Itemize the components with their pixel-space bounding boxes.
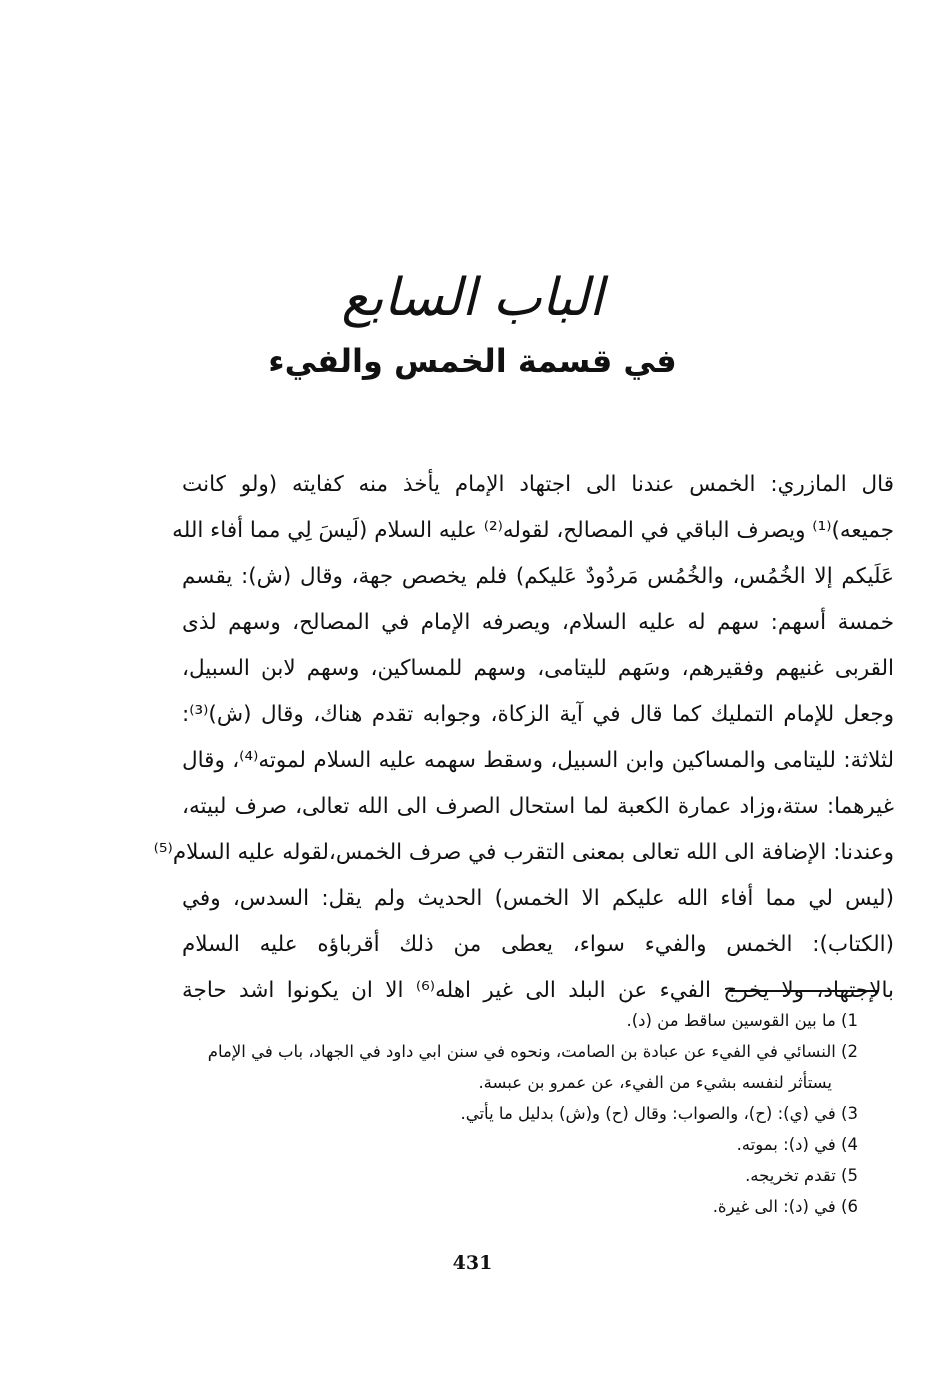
text-line: بالإجتهاد، ولا يخرج الفيء عن البلد الى غير اهله⁽⁶⁾ الا ان يكونوا اشد حاجة [182, 978, 894, 1003]
text-line: القربى غنيهم وفقيرهم، وسَهم لليتامى، وسهم للمساكين، وسهم لابن السبيل، [182, 656, 894, 681]
footnote-item: 4) في (د): بموته. [736, 1135, 858, 1154]
footnote-divider [728, 990, 878, 992]
text-line: (الكتاب): الخمس والفيء سواء، يعطى من ذلك أقرباؤه عليه السلام [182, 932, 894, 957]
page-number: 431 [452, 1252, 493, 1274]
footnote-item: 2) النسائي في الفيء عن عبادة بن الصامت، ونحوه في سنن ابي داود في الجهاد، باب في الإمام [207, 1042, 858, 1061]
text-line: قال المازري: الخمس عندنا الى اجتهاد الإمام يأخذ منه كفايته (ولو كانت [182, 472, 894, 497]
text-line: (ليس لي مما أفاء الله عليكم الا الخمس) الحديث ولم يقل: السدس، وفي [182, 886, 894, 911]
text-line: خمسة أسهم: سهم له عليه السلام، ويصرفه الإمام في المصالح، وسهم لذى [182, 610, 894, 635]
text-line: غيرهما: ستة،وزاد عمارة الكعبة لما استحال الصرف الى الله تعالى، صرف لبيته، [182, 794, 894, 819]
text-line: لثلاثة: لليتامى والمساكين وابن السبيل، وسقط سهمه عليه السلام لموته⁽⁴⁾، وقال [182, 748, 894, 773]
chapter-subtitle: في قسمة الخمس والفيء [268, 342, 677, 380]
footnotes [182, 1005, 858, 1222]
text-line: وجعل للإمام التمليك كما قال في آية الزكاة، وجوابه تقدم هناك، وقال (ش)⁽³⁾: [182, 702, 894, 727]
text-line: عَلَيكم إلا الخُمُس، والخُمُس مَردُودٌ عَليكم) فلم يخصص جهة، وقال (ش): يقسم [182, 564, 894, 589]
footnote-continuation: يستأثر لنفسه بشيء من الفيء، عن عمرو بن عبسة. [478, 1073, 832, 1092]
footnote-item: 1) ما بين القوسين ساقط من (د). [626, 1011, 858, 1030]
text-line: وعندنا: الإضافة الى الله تعالى بمعنى التقرب في صرف الخمس،لقوله عليه السلام⁽⁵⁾ [153, 840, 894, 865]
footnote-item: 6) في (د): الى غيرة. [712, 1197, 858, 1216]
text-line: جميعه)⁽¹⁾ ويصرف الباقي في المصالح، لقوله⁽²⁾ عليه السلام (لَيسَ لِي مما أفاء الله [172, 518, 894, 543]
main-text [153, 462, 894, 1014]
footnote-item: 5) تقدم تخريجه. [745, 1166, 858, 1185]
chapter-title: الباب السابع [341, 268, 604, 328]
footnote-item: 3) في (ي): (ح)، والصواب: وقال (ح) و(ش) بدليل ما يأتي. [460, 1104, 858, 1123]
